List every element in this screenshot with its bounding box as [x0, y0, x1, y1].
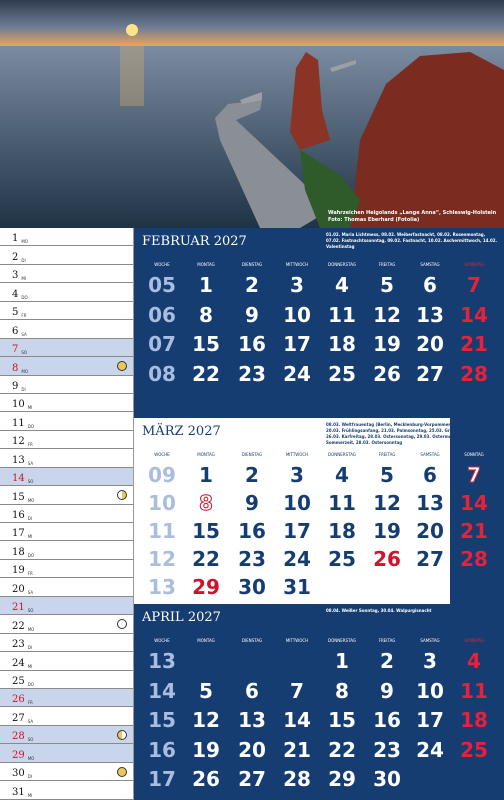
date-cell: 23 — [373, 737, 401, 762]
day-number: 24 — [12, 657, 25, 669]
date-cell: 6 — [423, 463, 437, 487]
date-cell: 22 — [328, 737, 356, 762]
weekday-header-label: SAMSTAG — [420, 262, 440, 267]
day-number: 8 — [12, 362, 19, 374]
day-number: 5 — [12, 307, 19, 319]
date-cell: 2 — [380, 649, 394, 673]
date-cell: 3 — [290, 463, 304, 487]
day-number: 14 — [12, 473, 25, 485]
week-number: 07 — [148, 332, 176, 356]
weekday-header-label: WOCHE — [154, 638, 170, 643]
day-number: 25 — [12, 675, 25, 687]
day-number: 17 — [12, 528, 25, 540]
weekday-abbr: DI — [27, 645, 32, 651]
day-number: 28 — [12, 731, 25, 743]
day-number: 21 — [12, 602, 25, 614]
date-cell: 30 — [238, 575, 266, 599]
date-cell: 27 — [416, 547, 444, 571]
weekday-header-label: FREITAG — [378, 638, 396, 643]
date-cell: 5 — [199, 678, 213, 703]
date-cell: 13 — [416, 302, 444, 327]
week-number: 15 — [148, 708, 176, 732]
date-cell: 16 — [238, 519, 266, 543]
month-block — [134, 604, 504, 800]
date-cell: 14 — [460, 491, 488, 515]
date-cell: 21 — [460, 332, 488, 356]
date-cell: 4 — [467, 649, 481, 673]
weekday-header-label: SONNTAG — [464, 638, 484, 643]
date-cell: 13 — [238, 708, 266, 732]
month-block — [134, 418, 504, 604]
date-cell: 13 — [416, 491, 444, 515]
weekday-abbr: MO — [21, 368, 28, 374]
photo-caption: Wahrzeichen Helgolands „Lange Anna“, Schleswig-Holstein Foto: Thomas Eberhard (Fotolia) — [328, 210, 497, 223]
day-row — [0, 320, 133, 338]
week-number: 11 — [148, 519, 176, 543]
date-cell: 21 — [460, 519, 488, 543]
weekday-abbr: MI — [21, 276, 27, 282]
weekday-header-label: MONTAG — [197, 262, 215, 267]
day-row — [0, 744, 133, 762]
month-block — [134, 228, 504, 418]
day-row — [0, 339, 133, 357]
day-row — [0, 394, 133, 412]
week-number: 10 — [148, 491, 176, 515]
weekday-header-label: SONNTAG — [464, 262, 484, 267]
week-number: 06 — [148, 302, 176, 327]
weekday-abbr: MI — [27, 534, 33, 540]
date-cell: 15 — [192, 519, 220, 543]
month-title: APRIL 2027 — [142, 610, 221, 625]
day-row — [0, 634, 133, 652]
date-cell: 30 — [373, 767, 401, 791]
holiday-notes: 08.03. Weltfrauentag (Berlin, Mecklenburg-Vorpommern), 14.03. Judika, 20.03. Frühlingsanfang, 21.03. Palmsonntag, 25.03. Gründonnerstag, 26.03. Karfreitag, 28.03. Ostersonntag, 29.03. Ostermontag, Beginn der Sommerzeit, 28.03. Ostersonntag — [326, 422, 490, 445]
date-cell: 9 — [245, 491, 259, 515]
moon-phase-icon — [117, 767, 127, 777]
weekday-abbr: FR — [21, 313, 27, 319]
date-cell: 22 — [192, 547, 220, 571]
day-row — [0, 541, 133, 559]
weekday-abbr: MI — [27, 663, 33, 669]
date-cell: 14 — [283, 708, 311, 732]
weekday-header-label: DONNERSTAG — [328, 452, 356, 457]
week-number: 09 — [148, 463, 176, 487]
day-row — [0, 707, 133, 725]
date-cell: 6 — [423, 273, 437, 297]
date-cell: 17 — [283, 519, 311, 543]
landscape-photo — [0, 0, 504, 228]
date-cell: 28 — [460, 547, 488, 571]
date-cell: 4 — [335, 463, 349, 487]
weekday-header-label: MITTWOCH — [285, 452, 309, 457]
day-number: 29 — [12, 749, 25, 761]
day-row — [0, 781, 133, 799]
date-cell: 25 — [328, 361, 356, 386]
weekday-abbr: FR — [27, 571, 33, 577]
weekday-header-label: FREITAG — [378, 262, 396, 267]
weekday-abbr: DI — [27, 774, 32, 780]
day-row — [0, 523, 133, 541]
day-number: 6 — [12, 325, 19, 337]
weekday-abbr: DO — [21, 294, 28, 300]
date-cell: 10 — [283, 491, 311, 515]
day-row — [0, 671, 133, 689]
weekday-abbr: FR — [27, 442, 33, 448]
day-row — [0, 357, 133, 375]
day-number: 30 — [12, 768, 25, 780]
day-number: 3 — [12, 270, 19, 282]
date-cell: 31 — [283, 575, 311, 599]
weekday-abbr: MO — [27, 497, 35, 503]
date-cell: 7 — [467, 463, 481, 487]
daily-notes-column — [0, 228, 134, 800]
day-number: 1 — [12, 233, 19, 245]
holiday-notes: 08.04. Weißer Sonntag, 30.04. Walpurgisnacht — [326, 608, 432, 613]
day-number: 12 — [12, 436, 25, 448]
date-cell: 19 — [192, 737, 220, 762]
weekday-abbr: SO — [27, 479, 34, 485]
date-cell: 8 — [335, 678, 349, 703]
weekday-header-label: DIENSTAG — [241, 452, 263, 457]
date-cell: 25 — [328, 547, 356, 571]
day-row — [0, 265, 133, 283]
day-row — [0, 412, 133, 430]
date-cell: 20 — [416, 519, 444, 543]
date-cell: 1 — [335, 649, 349, 673]
date-cell: 8 — [199, 491, 213, 515]
day-row — [0, 689, 133, 707]
holiday-notes: 01.02. Maria Lichtmess, 08.02. Weiberfastnacht, 08.02. Rosenmontag, 07.02. Fastnachtssonntag, 09.02. Fastnacht, 10.02. Aschermittwoch, 14.02. Valentinstag — [326, 232, 498, 249]
day-number: 20 — [12, 583, 25, 595]
day-number: 16 — [12, 510, 25, 521]
date-cell: 18 — [328, 332, 356, 356]
day-row — [0, 302, 133, 320]
day-row — [0, 652, 133, 670]
weekday-header — [134, 638, 504, 646]
date-cell: 26 — [373, 361, 401, 386]
date-cell: 23 — [238, 547, 266, 571]
date-cell: 3 — [423, 649, 437, 673]
week-number: 05 — [148, 273, 176, 297]
day-row — [0, 246, 133, 264]
weekday-header-label: FREITAG — [378, 452, 396, 457]
weekday-abbr: SO — [27, 737, 34, 743]
date-cell: 18 — [460, 708, 488, 732]
day-number: 13 — [12, 454, 25, 466]
day-number: 10 — [12, 399, 25, 411]
date-cell: 2 — [245, 273, 259, 297]
date-cell: 27 — [238, 767, 266, 791]
day-row — [0, 726, 133, 744]
date-cell: 25 — [460, 737, 488, 762]
day-row — [0, 376, 133, 394]
weekday-header-label: WOCHE — [154, 262, 170, 267]
week-number: 16 — [148, 737, 176, 762]
day-number: 27 — [12, 712, 25, 724]
day-number: 26 — [12, 694, 25, 706]
date-cell: 7 — [290, 678, 304, 703]
weekday-abbr: DI — [21, 386, 26, 392]
weekday-header-label: SONNTAG — [464, 452, 484, 457]
month-title: MÄRZ 2027 — [142, 424, 221, 439]
day-row — [0, 578, 133, 596]
weekday-abbr: DI — [27, 516, 32, 521]
day-row — [0, 763, 133, 781]
weekday-header — [134, 262, 504, 270]
date-cell: 11 — [460, 678, 488, 703]
day-number: 11 — [12, 417, 25, 429]
weekday-abbr: MO — [27, 755, 35, 761]
date-cell: 12 — [373, 302, 401, 327]
date-cell: 9 — [245, 302, 259, 327]
date-cell: 11 — [328, 491, 356, 515]
day-row — [0, 431, 133, 449]
day-number: 15 — [12, 491, 25, 503]
week-number: 13 — [148, 575, 176, 599]
date-cell: 28 — [460, 361, 488, 386]
weekday-header-label: WOCHE — [154, 452, 170, 457]
date-cell: 20 — [416, 332, 444, 356]
week-number: 08 — [148, 361, 176, 386]
date-cell: 23 — [238, 361, 266, 386]
day-number: 2 — [12, 251, 19, 263]
date-cell: 4 — [335, 273, 349, 297]
week-number: 12 — [148, 547, 176, 571]
date-cell: 5 — [380, 463, 394, 487]
weekday-header-label: DONNERSTAG — [328, 262, 356, 267]
weekday-abbr: DO — [27, 552, 34, 558]
day-row — [0, 560, 133, 578]
weekday-abbr: DO — [27, 681, 34, 687]
day-row — [0, 228, 133, 246]
date-cell: 28 — [283, 767, 311, 791]
date-cell: 9 — [380, 678, 394, 703]
day-row — [0, 505, 133, 523]
weekday-abbr: SA — [27, 589, 34, 595]
weekday-abbr: SA — [27, 460, 34, 466]
date-cell: 18 — [328, 519, 356, 543]
moon-phase-icon — [117, 730, 127, 740]
week-number: 13 — [148, 649, 176, 673]
weekday-abbr: DO — [27, 423, 34, 429]
date-cell: 2 — [245, 463, 259, 487]
date-cell: 19 — [373, 332, 401, 356]
weekday-abbr: MO — [27, 626, 35, 632]
date-cell: 26 — [192, 767, 220, 791]
day-row — [0, 615, 133, 633]
date-cell: 17 — [416, 708, 444, 732]
date-cell: 7 — [467, 273, 481, 297]
date-cell: 12 — [373, 491, 401, 515]
date-cell: 6 — [245, 678, 259, 703]
date-cell: 16 — [238, 332, 266, 356]
week-number: 14 — [148, 678, 176, 703]
date-cell: 10 — [283, 302, 311, 327]
week-number: 17 — [148, 767, 176, 791]
weekday-abbr: MI — [27, 405, 33, 411]
weekday-header-label: SAMSTAG — [420, 638, 440, 643]
weekday-header-label: MITTWOCH — [285, 638, 309, 643]
date-cell: 15 — [192, 332, 220, 356]
moon-phase-icon — [117, 361, 127, 371]
date-cell: 1 — [199, 463, 213, 487]
weekday-header-label: DIENSTAG — [241, 262, 263, 267]
day-number: 31 — [12, 786, 25, 798]
date-cell: 16 — [373, 708, 401, 732]
day-number: 7 — [12, 344, 19, 356]
date-cell: 24 — [283, 547, 311, 571]
date-cell: 12 — [192, 708, 220, 732]
date-cell: 21 — [283, 737, 311, 762]
weekday-header-label: MONTAG — [197, 638, 215, 643]
day-row — [0, 449, 133, 467]
date-cell: 24 — [283, 361, 311, 386]
weekday-abbr: FR — [27, 700, 33, 706]
weekday-abbr: SO — [27, 608, 34, 614]
day-number: 9 — [12, 380, 19, 392]
weekday-abbr: MO — [21, 239, 28, 245]
weekday-header-label: DIENSTAG — [241, 638, 263, 643]
weekday-abbr: DI — [21, 257, 26, 263]
month-title: FEBRUAR 2027 — [142, 234, 247, 249]
date-cell: 1 — [199, 273, 213, 297]
weekday-header-label: MITTWOCH — [285, 262, 309, 267]
weekday-header-label: SAMSTAG — [420, 452, 440, 457]
day-number: 19 — [12, 565, 25, 577]
date-cell: 26 — [373, 547, 401, 571]
day-row — [0, 283, 133, 301]
date-cell: 22 — [192, 361, 220, 386]
date-cell: 15 — [328, 708, 356, 732]
day-number: 22 — [12, 620, 25, 632]
day-row — [0, 597, 133, 615]
weekday-abbr: SA — [27, 718, 34, 724]
day-number: 18 — [12, 546, 25, 558]
date-cell: 19 — [373, 519, 401, 543]
moon-phase-icon — [117, 619, 127, 629]
date-cell: 17 — [283, 332, 311, 356]
date-cell: 24 — [416, 737, 444, 762]
date-cell: 20 — [238, 737, 266, 762]
date-cell: 3 — [290, 273, 304, 297]
date-cell: 14 — [460, 302, 488, 327]
weekday-abbr: MI — [27, 792, 33, 798]
day-row — [0, 486, 133, 504]
weekday-abbr: SO — [21, 350, 28, 356]
date-cell: 11 — [328, 302, 356, 327]
date-cell: 5 — [380, 273, 394, 297]
weekday-header-label: DONNERSTAG — [328, 638, 356, 643]
date-cell: 8 — [199, 302, 213, 327]
weekday-abbr: SA — [21, 331, 27, 337]
date-cell: 29 — [328, 767, 356, 791]
weekday-header-label: MONTAG — [197, 452, 215, 457]
date-cell: 27 — [416, 361, 444, 386]
moon-phase-icon — [117, 490, 127, 500]
date-cell: 29 — [192, 575, 220, 599]
day-number: 23 — [12, 639, 25, 651]
weekday-header — [134, 452, 504, 460]
date-cell: 10 — [416, 678, 444, 703]
day-number: 4 — [12, 288, 19, 300]
day-row — [0, 468, 133, 486]
